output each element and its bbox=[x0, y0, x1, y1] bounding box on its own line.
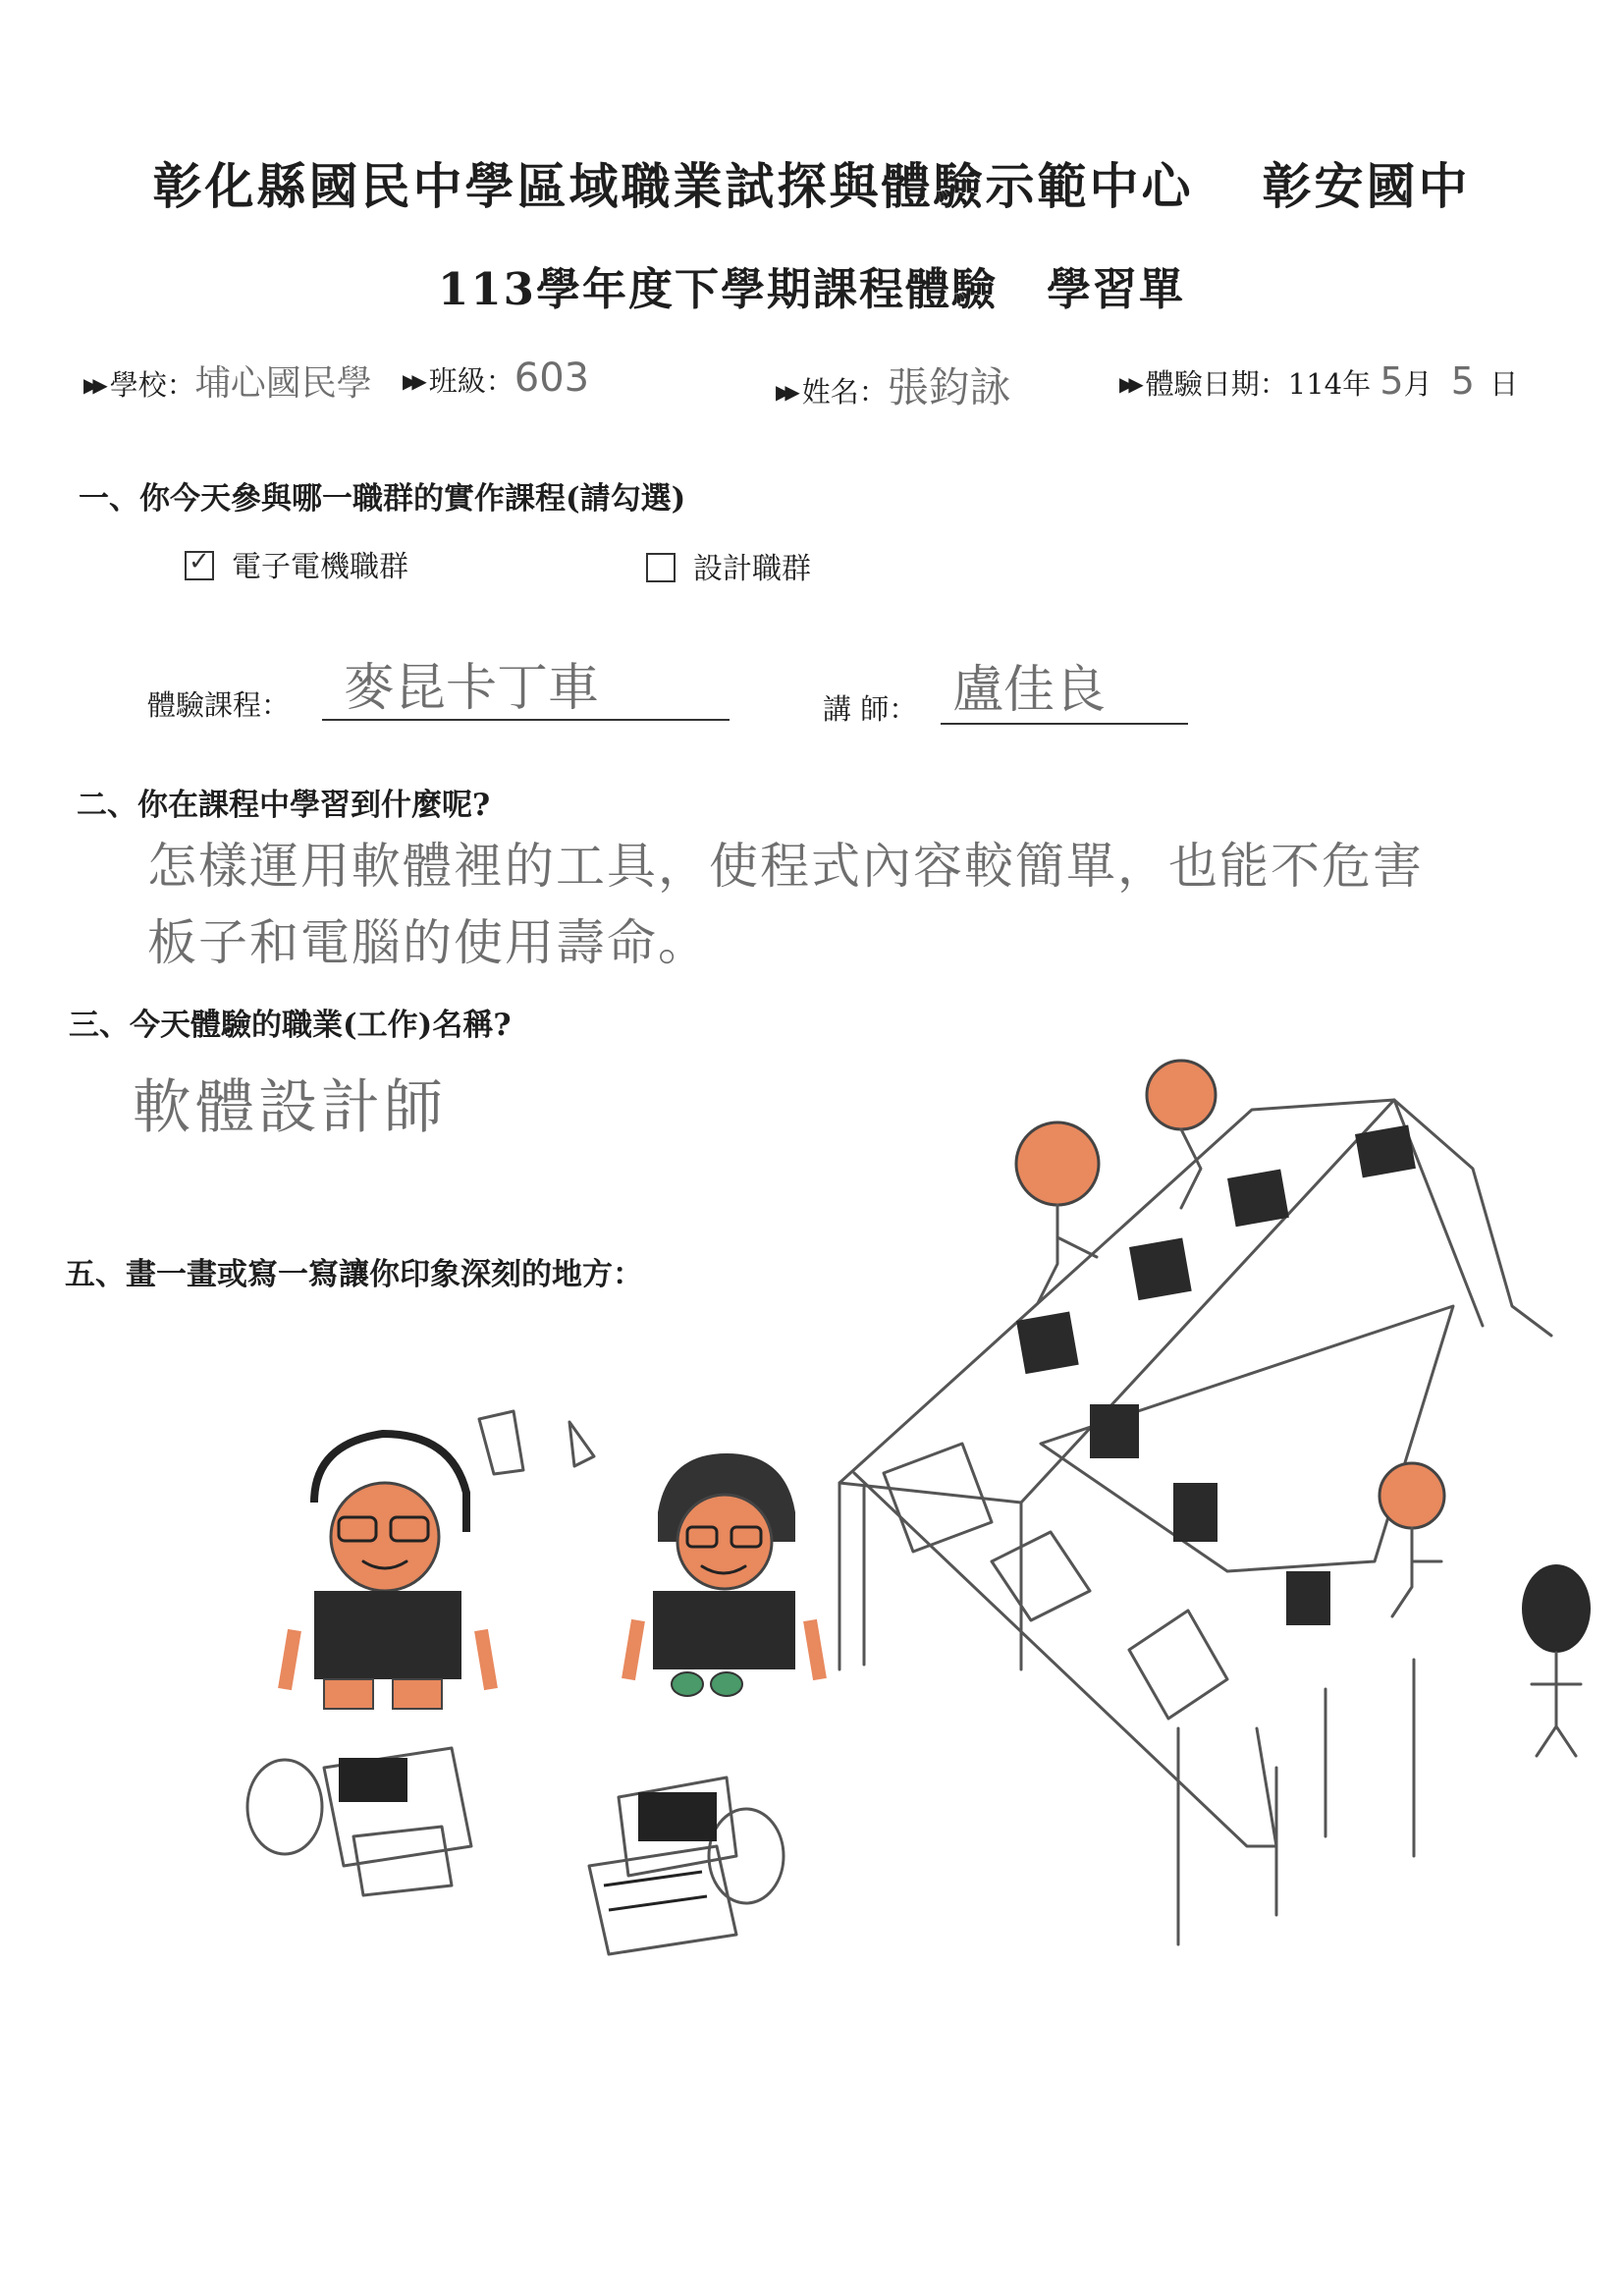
double-arrow-icon: ▶▶ bbox=[776, 380, 794, 404]
question-1: 一、你今天參與哪一職群的實作課程(請勾選) bbox=[79, 481, 686, 517]
date-label: 體驗日期： bbox=[1145, 367, 1288, 401]
date-month-unit: 月 bbox=[1403, 367, 1433, 401]
double-arrow-icon: ▶▶ bbox=[403, 369, 421, 393]
question-5: 五、畫一畫或寫一寫讓你印象深刻的地方： bbox=[65, 1257, 643, 1292]
date-day-unit: 日 bbox=[1489, 367, 1519, 401]
class-value: 603 bbox=[514, 355, 590, 401]
date-year-unit: 年 bbox=[1342, 367, 1372, 401]
term-title: 113學年度下學期課程體驗 bbox=[438, 263, 998, 315]
answer-3: 軟體設計師 bbox=[133, 1073, 447, 1142]
course-label: 體驗課程： bbox=[147, 688, 291, 722]
double-arrow-icon: ▶▶ bbox=[1119, 372, 1138, 396]
answer-2-line-1: 怎樣運用軟體裡的工具，使程式內容較簡單，也能不危害 bbox=[147, 838, 1424, 895]
question-3: 三、今天體驗的職業(工作)名稱? bbox=[69, 1008, 512, 1043]
date-month: 5 bbox=[1380, 359, 1404, 403]
name-label: 姓名： bbox=[801, 375, 888, 409]
kart-right-drawing bbox=[589, 1777, 784, 1954]
checkmark-icon: ✓ bbox=[189, 547, 210, 576]
teacher-value: 盧佳良 bbox=[952, 661, 1107, 720]
answer-2-line-2: 板子和電腦的使用壽命。 bbox=[147, 914, 709, 971]
teacher-label: 講 師： bbox=[823, 692, 918, 726]
double-arrow-icon: ▶▶ bbox=[83, 373, 102, 397]
course-value: 麥昆卡丁車 bbox=[344, 659, 600, 718]
child-left-drawing bbox=[285, 1434, 491, 1709]
school-label: 學校： bbox=[109, 368, 195, 402]
class-label: 班級： bbox=[428, 364, 514, 398]
date-day: 5 bbox=[1450, 359, 1475, 403]
question-2: 二、你在課程中學習到什麼呢? bbox=[77, 788, 491, 823]
center-name: 彰化縣國民中學區域職業試探與體驗示範中心 bbox=[152, 157, 1194, 215]
tables-drawing bbox=[839, 1100, 1551, 1944]
name-value: 張鈞詠 bbox=[887, 363, 1011, 411]
date-year: 114 bbox=[1287, 367, 1343, 401]
option-design-label: 設計職群 bbox=[693, 552, 811, 586]
school-value: 埔心國民學 bbox=[194, 363, 372, 404]
form-name: 學習單 bbox=[1046, 263, 1185, 315]
child-right-drawing bbox=[628, 1453, 820, 1696]
host-school: 彰安國中 bbox=[1262, 157, 1471, 215]
kart-left-drawing bbox=[247, 1748, 471, 1895]
option-electronics-label: 電子電機職群 bbox=[232, 550, 408, 584]
